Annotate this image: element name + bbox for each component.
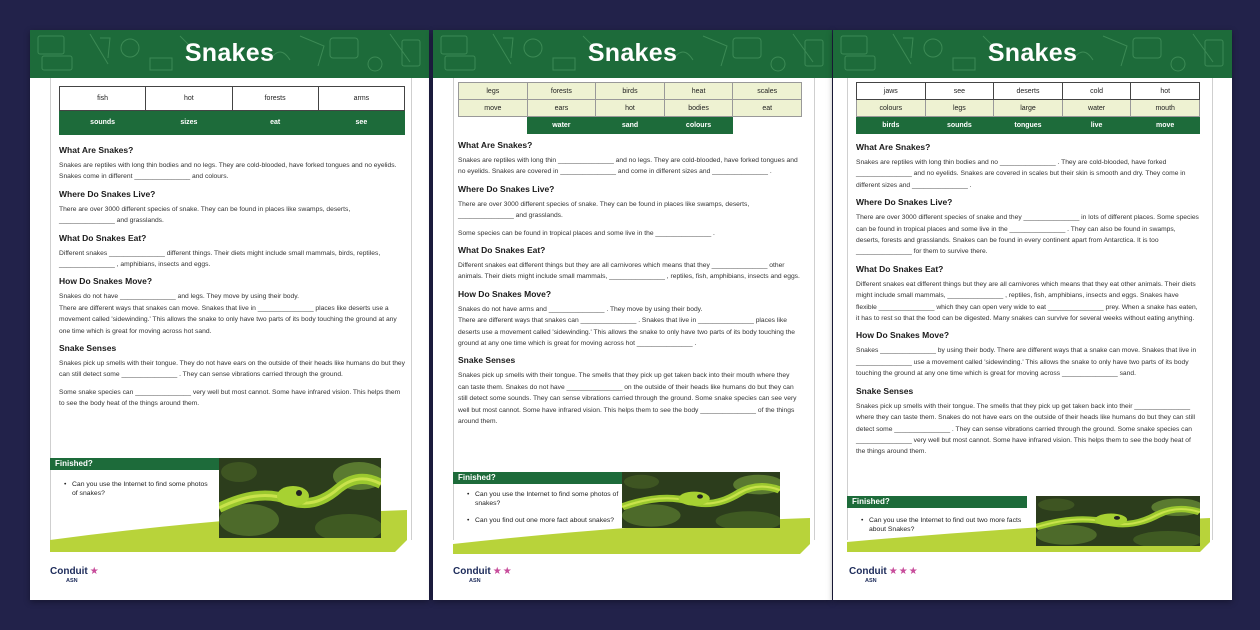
- word-bank-cell: bodies: [664, 100, 733, 117]
- conduit-logo: [453, 561, 513, 584]
- finished-list: [64, 480, 214, 506]
- word-bank-cell: scales: [733, 83, 802, 100]
- word-bank-cell: move: [459, 100, 528, 117]
- finished-label: Finished?: [453, 472, 638, 484]
- section-paragraph: Different snakes _______________ different things. Their diets might include small mammals, birds, reptiles, _______________ , amphibians, insects and eggs.: [59, 249, 381, 269]
- section-paragraph: Different snakes eat different things but they are all carnivores which means that they _______________ other animals. Their diets might include small mammals, _______________ , reptiles, fish, amphibians, insects and eggs.: [458, 262, 800, 281]
- finished-box: [847, 496, 1210, 552]
- section-paragraph: Snakes pick up smells with their tongue. The smells that they pick up get taken back into their _______________ where they can taste them. Snakes do not have ears on the outside of their heads like humans do but they can still detect some _______________ . They can sense vibrations carried through the ground. Some snake species can _______________ very well but most cannot. Some have infrared vision. This helps them to see the body heat of the things around them.: [856, 402, 1196, 456]
- word-bank: [458, 82, 802, 134]
- difficulty-stars: ★★★: [888, 566, 919, 577]
- word-bank-cell: jaws: [857, 83, 926, 100]
- section-heading: What Are Snakes?: [458, 140, 533, 150]
- section-paragraph: There are over 3000 different species of snake. They can be found in places like swamps, deserts, _______________ and grasslands.: [458, 200, 750, 220]
- word-bank-cell: colours: [857, 100, 926, 117]
- worksheet-3: [833, 30, 1232, 600]
- word-bank-cell: tongues: [994, 117, 1063, 134]
- word-bank-row: [857, 83, 1200, 100]
- word-bank-cell: mouth: [1131, 100, 1200, 117]
- difficulty-stars: ★★: [492, 566, 513, 577]
- finished-item: • Can you use the Internet to find out two more facts about Snakes?: [861, 516, 1031, 534]
- word-bank-cell: forests: [232, 87, 318, 111]
- section-paragraph: Snakes pick up smells with their tongue. The smells that they pick up get taken back into their mouth where they can taste them. Snakes do not have _______________ on the outside of their heads like humans do but they can still detect some sounds. They can sense vibrations carried through the ground. Some snake species can see very well but most cannot. Some have infrared vision. This helps them to see the body _______________ of the things around them.: [458, 372, 797, 426]
- section-heading: What Do Snakes Eat?: [856, 263, 944, 274]
- green-snake-photo: [622, 472, 780, 528]
- word-bank-cell: colours: [664, 117, 733, 134]
- section-heading: How Do Snakes Move?: [458, 288, 552, 299]
- word-bank-row: [60, 87, 405, 111]
- header-banner: [433, 30, 832, 78]
- green-snake-photo: [1036, 496, 1200, 546]
- word-bank-cell: eat: [733, 100, 802, 117]
- section-paragraph: Snakes are reptiles with long thin bodies and no legs. They are cold-blooded, have forked tongues and no eyelids. Snakes come in different _______________ and colours.: [59, 162, 397, 181]
- conduit-logo: [849, 561, 919, 584]
- difficulty-stars: ★: [89, 566, 100, 577]
- finished-label: Finished?: [50, 458, 240, 470]
- word-bank-cell: live: [1062, 117, 1131, 134]
- word-bank-cell: water: [1062, 100, 1131, 117]
- word-bank-cell: ears: [527, 100, 596, 117]
- word-bank-cell: sounds: [60, 111, 146, 135]
- section-heading: What Are Snakes?: [59, 145, 134, 155]
- word-bank-cell: arms: [318, 87, 404, 111]
- word-bank-row: [857, 100, 1200, 117]
- word-bank-cell: cold: [1062, 83, 1131, 100]
- word-bank-cell: legs: [459, 83, 528, 100]
- word-bank-row: [459, 117, 802, 134]
- word-bank-cell: water: [527, 117, 596, 134]
- word-bank-cell: hot: [1131, 83, 1200, 100]
- worksheet-inner: [458, 82, 802, 434]
- logo-name: Conduit: [849, 566, 887, 577]
- page-title: Snakes: [587, 39, 678, 67]
- header-banner: [30, 30, 429, 78]
- conduit-logo: [50, 561, 100, 584]
- logo-sub: ASN: [66, 578, 78, 584]
- word-bank-cell: birds: [596, 83, 665, 100]
- finished-list: [467, 490, 627, 533]
- logo-name: Conduit: [50, 566, 88, 577]
- green-snake-photo: [219, 458, 381, 538]
- worksheet-2: [433, 30, 832, 600]
- section-paragraph: There are over 3000 different species of snake. They can be found in places like swamps, deserts, _______________ and grasslands.: [59, 205, 351, 225]
- finished-item: • Can you use the Internet to find some photos of snakes?: [64, 480, 214, 498]
- section-paragraph: Snakes pick up smells with their tongue. They do not have ears on the outside of their heads like humans do but they can still detect some _______________ . They can sense vibrations carried through the ground.: [59, 360, 405, 379]
- word-bank-cell: birds: [857, 117, 926, 134]
- word-bank-cell: fish: [60, 87, 146, 111]
- section-heading: Where Do Snakes Live?: [458, 183, 555, 194]
- word-bank-cell: see: [925, 83, 994, 100]
- word-bank-empty-cell: [733, 117, 802, 134]
- worksheet-1: [30, 30, 429, 600]
- header-banner: [833, 30, 1232, 78]
- section-paragraph: Snakes _______________ by using their body. There are different ways that a snake can move. Snakes that live in _______________ use a movement called 'sidewinding.' This allows the snake to only have two parts of its body touching the ground at any one time which is great for moving across _______________ sand.: [856, 347, 1197, 378]
- finished-box: [50, 458, 407, 552]
- section-paragraph: Some snake species can _______________ very well but most cannot. Some have infrared vision. This helps them to see the body heat of the things around them.: [59, 388, 401, 408]
- word-bank-cell: move: [1131, 117, 1200, 134]
- word-bank-cell: hot: [146, 87, 232, 111]
- word-bank: [59, 86, 405, 135]
- section-heading: Snake Senses: [59, 343, 117, 354]
- word-bank-cell: eat: [232, 111, 318, 135]
- section-heading: What Are Snakes?: [856, 142, 931, 152]
- section-heading: How Do Snakes Move?: [59, 276, 153, 287]
- finished-label: Finished?: [847, 496, 1027, 508]
- word-bank-row: [60, 111, 405, 135]
- word-bank-cell: large: [994, 100, 1063, 117]
- worksheet-inner: [856, 82, 1200, 464]
- word-bank-cell: hot: [596, 100, 665, 117]
- logo-sub: ASN: [865, 578, 877, 584]
- word-bank-cell: sizes: [146, 111, 232, 135]
- section-paragraph: Snakes are reptiles with long thin _______________ and no legs. They are cold-blooded, have forked tongues and no eyelids. Snakes are covered in _______________ and come in different sizes and _______________ .: [458, 157, 798, 176]
- word-bank-cell: legs: [925, 100, 994, 117]
- finished-item: • Can you use the Internet to find some photos of snakes?: [467, 490, 627, 508]
- word-bank-empty-cell: [459, 117, 528, 134]
- section-paragraph: Snakes do not have _______________ and legs. They move by using their body. There are different ways that snakes can move. Snakes that live in _______________ places like deserts use a movement called 'sidewinding.' This allows the snake to only have two parts of its body touching the ground at any one time which is great for moving across hot sand.: [59, 293, 397, 335]
- page-title: Snakes: [987, 39, 1078, 67]
- word-bank: [856, 82, 1200, 134]
- section-heading: Where Do Snakes Live?: [856, 197, 953, 208]
- word-bank-cell: sand: [596, 117, 665, 134]
- finished-item: • Can you find out one more fact about snakes?: [467, 516, 627, 525]
- section-heading: How Do Snakes Move?: [856, 330, 950, 341]
- word-bank-cell: see: [318, 111, 404, 135]
- section-paragraph: There are over 3000 different species of snake and they _______________ in lots of different places. Some species can be found in tropical places and some live in the _______________ . They can also be found in swamps, deserts, forests and grasslands. Snakes can be found in every continent apart from Antarctica. It is too _______________ for them to survive there.: [856, 214, 1199, 256]
- section-paragraph: Different snakes eat different things but they are all carnivores which means that they eat other animals. Their diets might include small mammals, _______________ , reptiles, fish, amphibians, insects and eggs. Snakes have flexible _______________ which they can open very wide to eat _______________ prey. When a snake has eaten, it has to rest so that the food can be digested. Many snakes can survive for several weeks without eating anything.: [856, 280, 1198, 323]
- word-bank-row: [459, 100, 802, 117]
- word-bank-row: [857, 117, 1200, 134]
- section-paragraph: Snakes are reptiles with long thin bodies and no _______________ . They are cold-blooded, have forked _______________ and no eyelids. Snakes are covered in scales but their skin is smooth and dry. They come in different sizes and _______________ .: [856, 159, 1186, 189]
- worksheet-content: [847, 78, 1213, 540]
- word-bank-cell: forests: [527, 83, 596, 100]
- finished-box: [453, 472, 810, 554]
- word-bank-cell: sounds: [925, 117, 994, 134]
- section-heading: What Do Snakes Eat?: [458, 245, 546, 256]
- section-paragraph: Some species can be found in tropical places and some live in the _______________ .: [458, 229, 715, 237]
- section-paragraph: Snakes do not have arms and _______________ . They move by using their body. There are different ways that snakes can _______________ . Snakes that live in _______________ places like deserts use a movement called 'sidewinding.' This allows the snake to only have two parts of its body touching the ground at any one time which is great for moving across hot _______________ .: [458, 305, 795, 348]
- worksheet-inner: [59, 86, 405, 416]
- word-bank-row: [459, 83, 802, 100]
- section-heading: Snake Senses: [458, 355, 516, 366]
- word-bank-cell: heat: [664, 83, 733, 100]
- logo-name: Conduit: [453, 566, 491, 577]
- word-bank-cell: deserts: [994, 83, 1063, 100]
- section-heading: Snake Senses: [856, 385, 914, 396]
- finished-list: [861, 516, 1031, 542]
- worksheet-content: [453, 78, 815, 540]
- page-title: Snakes: [184, 39, 275, 67]
- section-heading: What Do Snakes Eat?: [59, 232, 147, 243]
- logo-sub: ASN: [469, 578, 481, 584]
- section-heading: Where Do Snakes Live?: [59, 188, 156, 199]
